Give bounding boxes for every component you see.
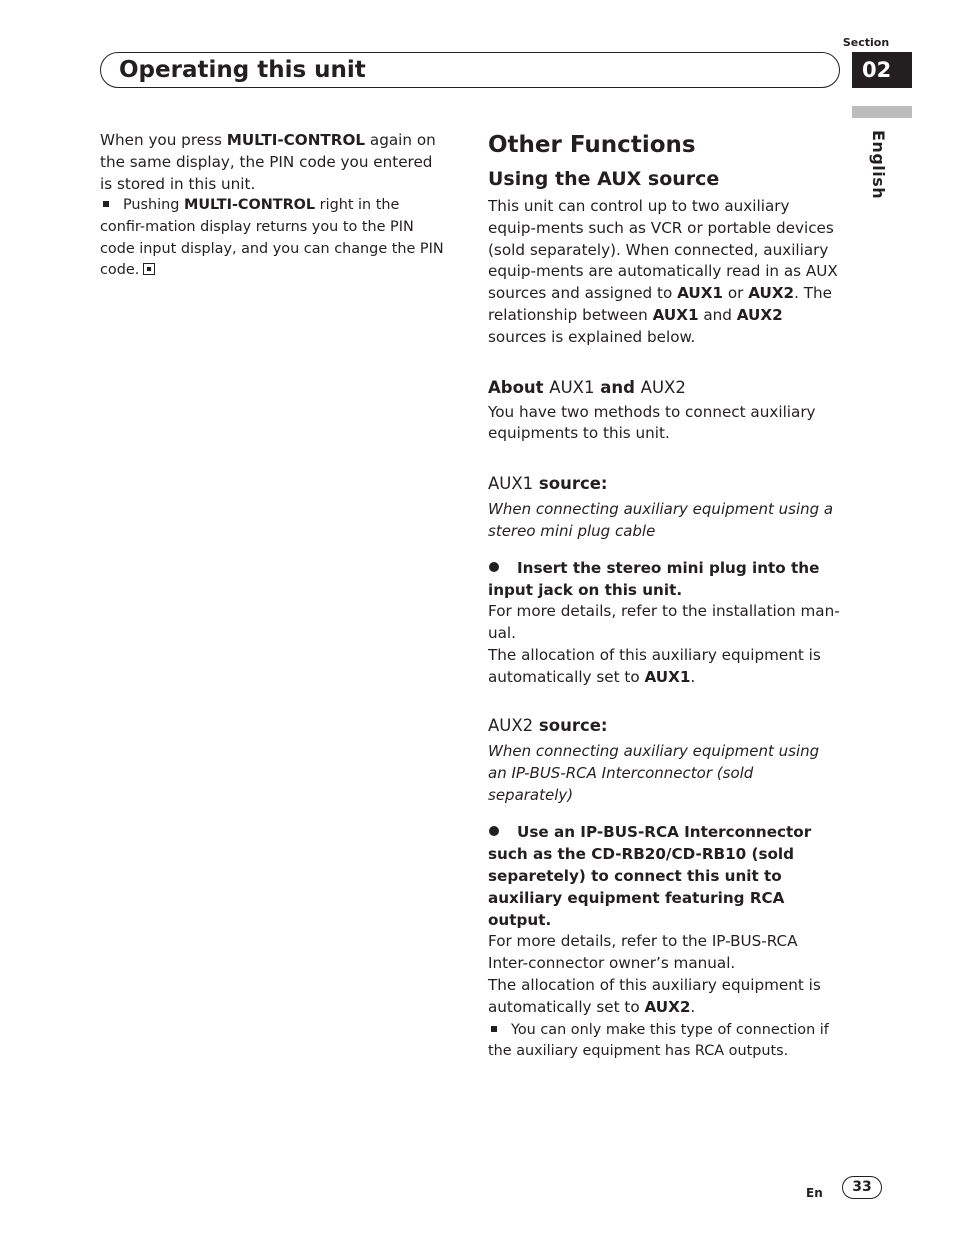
text-run: MULTI-CONTROL [226, 131, 366, 149]
text-run: . [690, 997, 696, 1016]
left-column [100, 130, 446, 282]
text-run: AUX1 [644, 667, 691, 686]
aux2-detail-1: For more details, refer to the IP-BUS-RCA Inter-connector owner’s manual. [488, 932, 798, 973]
text-run: . The relationship between [488, 284, 833, 324]
aux2-italic-text: When connecting auxiliary equipment using an IP-BUS-RCA Interconnector (sold separately) [488, 742, 820, 805]
text-run: AUX1 [549, 377, 595, 397]
text-run: Pushing [123, 197, 184, 214]
about-aux-heading [488, 376, 842, 400]
pin-change-note [100, 195, 446, 281]
aux2-note [488, 1020, 842, 1062]
text-run: When you press [100, 131, 227, 149]
right-column [488, 130, 842, 1062]
note-square-icon [103, 201, 109, 207]
aux-intro-paragraph [488, 196, 842, 349]
text-run: About [488, 377, 550, 397]
text-run: AUX1 [652, 305, 699, 324]
other-functions-heading: Other Functions [488, 132, 696, 158]
text-run: AUX2 [640, 377, 686, 397]
aux2-step [488, 821, 842, 931]
text-run: AUX2 [644, 997, 691, 1016]
section-label: Section [842, 36, 890, 49]
end-mark-icon [143, 263, 155, 275]
text-run: sources is explained below. [488, 327, 696, 346]
aux1-detail-2 [488, 645, 842, 689]
pin-stored-paragraph [100, 130, 446, 195]
aux1-italic-text: When connecting auxiliary equipment using a stereo mini plug cable [488, 500, 834, 541]
about-aux-text: You have two methods to connect auxiliary equipments to this unit. [488, 402, 816, 443]
aux1-step [488, 557, 842, 601]
section-gray-bar [852, 106, 912, 118]
text-run: and [698, 305, 737, 324]
aux2-step-text: Use an IP-BUS-RCA Interconnector such as the CD-RB20/CD-RB10 (sold separetely) to connect this unit to auxiliary equipment featuring RCA output. [488, 823, 812, 930]
text-run: again on the same display, the PIN code you entered is stored in this unit. [100, 131, 436, 193]
text-run: MULTI-CONTROL [184, 197, 316, 214]
footer-language: En [806, 1186, 823, 1200]
page-number: 33 [842, 1176, 882, 1199]
text-run: . [690, 667, 696, 686]
chapter-header [100, 52, 840, 88]
aux2-note-text: You can only make this type of connection if the auxiliary equipment has RCA outputs. [488, 1021, 829, 1059]
text-run: AUX2 [736, 305, 783, 324]
aux1-detail-1: For more details, refer to the installation man-ual. [488, 602, 840, 642]
text-run: AUX1 [488, 474, 534, 494]
text-run: This unit can control up to two auxiliary equip-ments such as VCR or portable devices (sold separately). When connected, auxiliary equip-ments are automatically read in as AUX sources and assigned to [488, 197, 838, 303]
text-run: source: [533, 716, 608, 736]
language-tab [858, 130, 888, 210]
aux1-source-heading [488, 472, 842, 496]
text-run: right in the confir-mation display returns you to the PIN code input display, and you can change the PIN code. [100, 197, 444, 279]
chapter-title: Operating this unit [119, 57, 366, 83]
aux2-source-heading [488, 714, 842, 738]
language-label: English [869, 130, 888, 200]
text-run: or [723, 284, 749, 303]
text-run: The allocation of this auxiliary equipment is automatically set to [488, 645, 821, 686]
text-run: and [594, 377, 641, 397]
bullet-dot-icon [489, 562, 499, 572]
text-run: AUX2 [488, 716, 534, 736]
note-square-icon [491, 1026, 497, 1032]
aux1-step-text: Insert the stereo mini plug into the input jack on this unit. [488, 559, 820, 600]
aux-source-heading: Using the AUX source [488, 168, 720, 190]
section-number-badge: 02 [852, 52, 912, 88]
text-run: The allocation of this auxiliary equipment is automatically set to [488, 975, 821, 1016]
text-run: AUX1 [677, 284, 723, 303]
aux2-detail-2 [488, 975, 842, 1019]
bullet-dot-icon [489, 826, 499, 836]
text-run: source: [533, 474, 608, 494]
text-run: AUX2 [748, 284, 795, 303]
